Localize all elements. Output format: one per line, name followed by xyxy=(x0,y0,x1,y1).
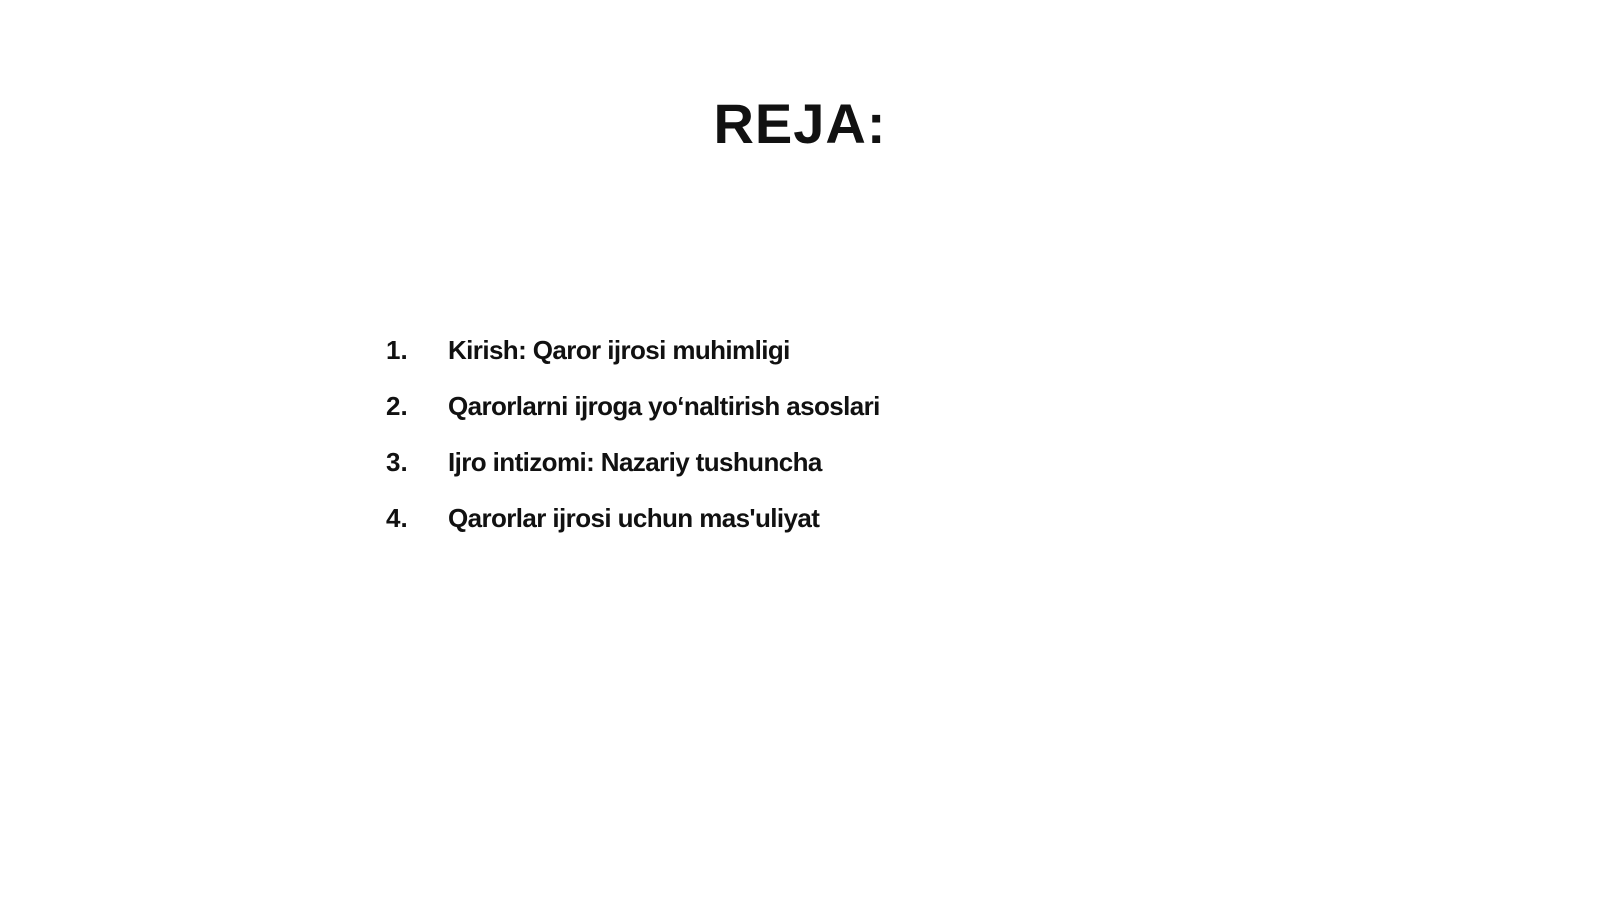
agenda-item-text: Qarorlar ijrosi uchun mas'uliyat xyxy=(448,502,820,533)
agenda-item-text: Kirish: Qaror ijrosi muhimligi xyxy=(448,334,790,365)
agenda-item-text: Ijro intizomi: Nazariy tushuncha xyxy=(448,446,822,477)
agenda-item xyxy=(386,322,1086,378)
agenda-item-number: 4. xyxy=(386,502,408,533)
agenda-item xyxy=(386,434,1086,490)
agenda-item-text: Qarorlarni ijroga yo‘naltirish asoslari xyxy=(448,390,880,421)
slide-title: REJA: xyxy=(713,92,887,155)
agenda-item xyxy=(386,378,1086,434)
agenda-item-number: 1. xyxy=(386,334,408,365)
agenda-item xyxy=(386,490,1086,546)
agenda-item-number: 2. xyxy=(386,390,408,421)
agenda-item-number: 3. xyxy=(386,446,408,477)
agenda-list xyxy=(386,322,1086,546)
